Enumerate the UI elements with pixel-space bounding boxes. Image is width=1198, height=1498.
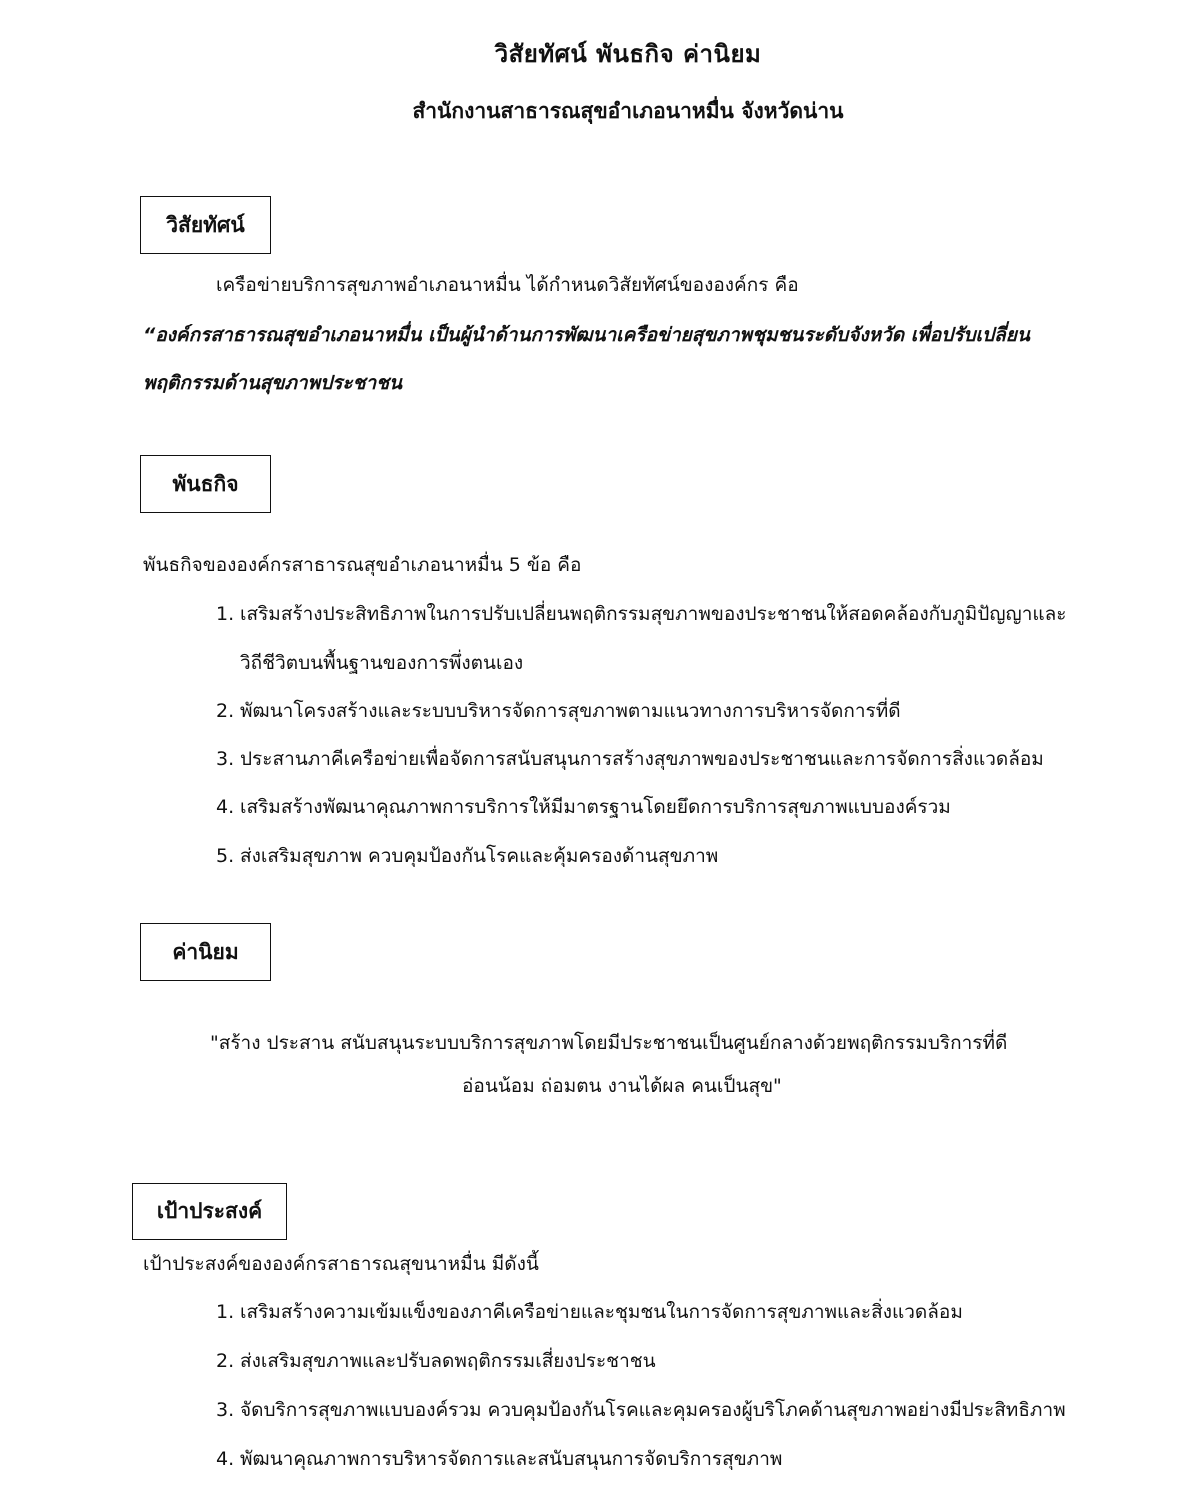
mission-item-number: 1. [216, 603, 235, 625]
page-title: วิสัยทัศน์ พันธกิจ ค่านิยม [494, 40, 762, 68]
mission-item-4 [216, 792, 951, 822]
objective-item-number: 1. [216, 1301, 235, 1323]
objectives-heading-box [132, 1183, 287, 1240]
mission-item-5 [216, 841, 718, 871]
mission-item-text: ประสานภาคีเครือข่ายเพื่อจัดการสนับสนุนการสร้างสุขภาพของประชาชนและการจัดการสิ่งแวดล้อม [240, 748, 1044, 770]
vision-heading-box [140, 196, 271, 254]
mission-item-number: 4. [216, 796, 235, 818]
mission-item-1-cont: วิถีชีวิตบนพื้นฐานของการพึ่งตนเอง [240, 652, 524, 674]
mission-item-3 [216, 744, 1044, 774]
objectives-intro: เป้าประสงค์ขององค์กรสาธารณสุขนาหมื่น มีดังนี้ [143, 1253, 539, 1275]
mission-heading-box [140, 455, 271, 513]
objective-item-text: จัดบริการสุขภาพแบบองค์รวม ควบคุมป้องกันโรคและคุมครองผู้บริโภคด้านสุขภาพอย่างมีประสิทธิภาพ [240, 1399, 1066, 1421]
objective-item-text: พัฒนาคุณภาพการบริหารจัดการและสนับสนุนการจัดบริการสุขภาพ [240, 1448, 783, 1470]
mission-item-number: 2. [216, 700, 235, 722]
values-line1: "สร้าง ประสาน สนับสนุนระบบบริการสุขภาพโดยมีประชาชนเป็นศูนย์กลางด้วยพฤติกรรมบริการที่ดี [210, 1032, 1008, 1054]
objective-item-1 [216, 1297, 963, 1327]
mission-item-text: ส่งเสริมสุขภาพ ควบคุมป้องกันโรคและคุ้มครองด้านสุขภาพ [240, 845, 719, 867]
mission-item-number: 5. [216, 845, 235, 867]
mission-item-text: เสริมสร้างพัฒนาคุณภาพการบริการให้มีมาตรฐานโดยยึดการบริการสุขภาพแบบองค์รวม [240, 796, 951, 818]
mission-item-1 [216, 599, 1066, 629]
mission-item-text: เสริมสร้างประสิทธิภาพในการปรับเปลี่ยนพฤติกรรมสุขภาพของประชาชนให้สอดคล้องกับภูมิปัญญาและ [240, 603, 1067, 625]
mission-heading: พันธกิจ [172, 471, 239, 496]
vision-heading: วิสัยทัศน์ [166, 212, 245, 237]
mission-intro: พันธกิจขององค์กรสาธารณสุขอำเภอนาหมื่น 5 ข้อ คือ [143, 554, 582, 576]
vision-statement-line1: “องค์กรสาธารณสุขอำเภอนาหมื่น เป็นผู้นำด้านการพัฒนาเครือข่ายสุขภาพชุมชนระดับจังหวัด เพื่อปรับเปลี่ยน [143, 324, 1030, 346]
mission-item-2 [216, 696, 901, 726]
objective-item-number: 3. [216, 1399, 235, 1421]
objective-item-3 [216, 1395, 1066, 1425]
objective-item-number: 4. [216, 1448, 235, 1470]
objective-item-2 [216, 1346, 656, 1376]
values-heading: ค่านิยม [172, 939, 239, 964]
objectives-heading: เป้าประสงค์ [156, 1199, 263, 1223]
values-heading-box [140, 923, 271, 981]
objective-item-4 [216, 1444, 782, 1474]
values-line2: อ่อนน้อม ถ่อมตน งานได้ผล คนเป็นสุข" [462, 1075, 782, 1097]
mission-item-number: 3. [216, 748, 235, 770]
objective-item-text: เสริมสร้างความเข้มแข็งของภาคีเครือข่ายและชุมชนในการจัดการสุขภาพและสิ่งแวดล้อม [240, 1301, 963, 1323]
mission-item-text: พัฒนาโครงสร้างและระบบบริหารจัดการสุขภาพตามแนวทางการบริหารจัดการที่ดี [240, 700, 901, 722]
objective-item-text: ส่งเสริมสุขภาพและปรับลดพฤติกรรมเสี่ยงประชาชน [240, 1350, 656, 1372]
objective-item-number: 2. [216, 1350, 235, 1372]
vision-intro: เครือข่ายบริการสุขภาพอำเภอนาหมื่น ได้กำหนดวิสัยทัศน์ขององค์กร คือ [216, 274, 799, 296]
vision-statement-line2: พฤติกรรมด้านสุขภาพประชาชน [143, 372, 403, 394]
page-subtitle: สำนักงานสาธารณสุขอำเภอนาหมื่น จังหวัดน่าน [412, 99, 844, 123]
